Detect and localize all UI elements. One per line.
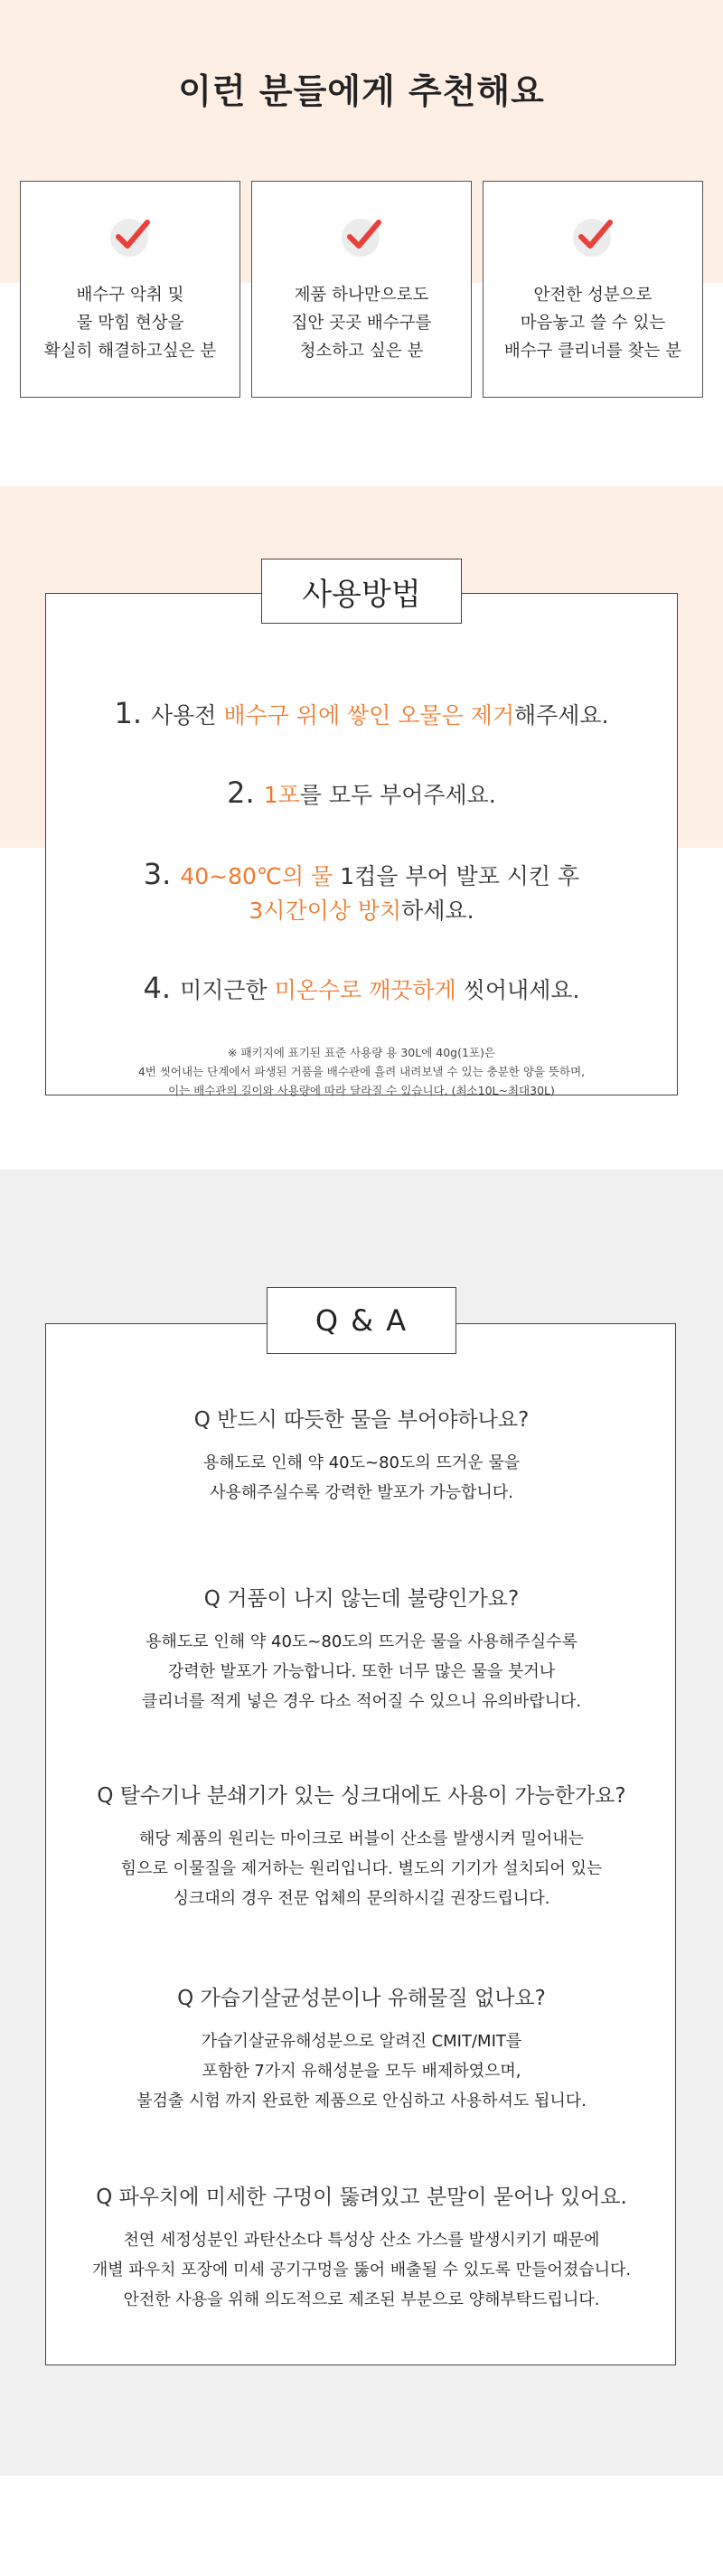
qa-answer-line: 천연 세정성분인 과탄산소다 특성상 산소 가스를 발생시키기 때문에 [123,2231,600,2250]
qa-question: Q 가습기살균성분이나 유해물질 없나요? [177,1987,546,2010]
step-highlight: 1포 [263,782,300,808]
qa-answer [45,1824,678,1913]
qa-title: Q & A [267,1287,456,1354]
usage-step-3 [45,857,678,928]
check-icon [568,211,619,261]
step-number: 3. [143,857,172,891]
recommend-card-text [252,281,471,365]
usage-step-2 [45,776,678,813]
qa-answer-line: 가습기살균유해성분으로 알려진 CMIT/MIT를 [201,2032,522,2051]
step-text: 를 모두 부어주세요. [299,782,496,808]
usage-title: 사용방법 [261,559,462,624]
step-highlight: 배수구 위에 쌓인 오물은 제거 [223,702,514,729]
qa-item [45,1983,678,2116]
step-number: 4. [143,971,172,1005]
qa-answer-line: 싱크대의 경우 전문 업체의 문의하시길 권장드립니다. [173,1889,550,1908]
step-highlight: 40~80℃의 물 [180,863,333,889]
usage-note-line: 4번 씻어내는 단계에서 파생된 거품을 배수관에 흘려 내려보낼 수 있는 충분한 양을 뜻하며, [137,1065,586,1078]
recommend-cards [20,181,703,398]
usage-section [0,486,723,1170]
recommend-card-line: 확실히 해결하고싶은 분 [43,342,217,361]
recommend-card-line: 마음놓고 쓸 수 있는 [520,314,666,333]
qa-item [45,1584,678,1716]
recommend-card-line: 배수구 악취 및 [76,286,184,305]
qa-answer-line: 용해도로 인해 약 40도~80도의 뜨거운 물을 사용해주실수록 [146,1632,577,1651]
recommend-card-text [484,281,702,365]
qa-answer-line: 사용해주실수록 강력한 발포가 가능합니다. [210,1483,513,1502]
recommend-card-line: 청소하고 싶은 분 [299,342,424,361]
usage-box [45,593,678,1095]
usage-step-4 [45,971,678,1008]
recommend-card-text [21,281,239,365]
recommend-card-line: 제품 하나만으로도 [294,286,429,305]
check-icon [106,211,156,261]
step-text: 하세요. [401,898,474,924]
recommend-card-line: 집안 곳곳 배수구를 [291,314,432,333]
step-text: 씻어내세요. [455,977,580,1003]
qa-item [45,1405,678,1508]
recommend-card [251,181,472,398]
qa-question: Q 탈수기나 분쇄기가 있는 싱크대에도 사용이 가능한가요? [97,1784,626,1808]
recommend-card [20,181,240,398]
step-number: 2. [227,776,255,810]
usage-step-1 [45,696,678,733]
step-highlight: 미온수로 깨끗하게 [274,977,456,1003]
step-text: 사용전 [150,702,224,729]
step-highlight: 3시간이상 방치 [249,898,402,924]
qa-answer [45,1448,678,1508]
step-text: 미지근한 [180,977,275,1003]
recommend-card-line: 물 막힘 현상을 [76,314,184,333]
qa-answer [45,2225,678,2315]
qa-answer-line: 포함한 7가지 유해성분을 모두 배제하였으며, [202,2062,521,2081]
qa-question: Q 반드시 따듯한 물을 부어야하나요? [193,1408,530,1432]
qa-question: Q 거품이 나지 않는데 불량인가요? [203,1587,520,1611]
qa-answer-line: 안전한 사용을 위해 의도적으로 제조된 부분으로 양해부탁드립니다. [123,2290,600,2309]
recommend-section [0,0,723,434]
qa-answer [45,2026,678,2116]
qa-answer-line: 불검출 시험 까지 완료한 제품으로 안심하고 사용하셔도 됩니다. [136,2092,587,2111]
qa-section [0,1170,723,2576]
usage-note-line: 이는 배수관의 길이와 사용량에 따라 달라질 수 있습니다. (최소10L~최대30L) [168,1084,555,1097]
qa-answer-line: 클리너를 적게 넣은 경우 다소 적어질 수 있으니 유의바랍니다. [141,1692,582,1711]
usage-note [45,1043,678,1100]
qa-answer-line: 해당 제품의 원리는 마이크로 버블이 산소를 발생시켜 밀어내는 [138,1829,585,1848]
qa-answer-line: 힘으로 이물질을 제거하는 원리입니다. 별도의 기기가 설치되어 있는 [120,1859,603,1878]
step-text: 1컵을 부어 발포 시킨 후 [333,863,580,889]
recommend-title: 이런 분들에게 추천해요 [178,71,545,111]
qa-item [45,1781,678,1913]
qa-answer-line: 개별 파우치 포장에 미세 공기구멍을 뚫어 배출될 수 있도록 만들어졌습니다. [91,2261,632,2280]
step-number: 1. [114,696,142,730]
recommend-card [483,181,703,398]
qa-item [45,2182,678,2315]
recommend-card-line: 안전한 성분으로 [533,286,653,305]
usage-note-line: ※ 패키지에 표기된 표준 사용량 용 30L에 40g(1포)은 [228,1046,495,1059]
check-icon [337,211,388,261]
qa-answer-line: 용해도로 인해 약 40도~80도의 뜨거운 물을 [202,1453,521,1472]
qa-question: Q 파우치에 미세한 구멍이 뚫려있고 분말이 묻어나 있어요. [96,2186,627,2209]
qa-answer [45,1627,678,1716]
step-text: 해주세요. [513,702,609,729]
qa-answer-line: 강력한 발포가 가능합니다. 또한 너무 많은 물을 붓거나 [167,1662,556,1681]
recommend-card-line: 배수구 클리너를 찾는 분 [503,342,682,361]
